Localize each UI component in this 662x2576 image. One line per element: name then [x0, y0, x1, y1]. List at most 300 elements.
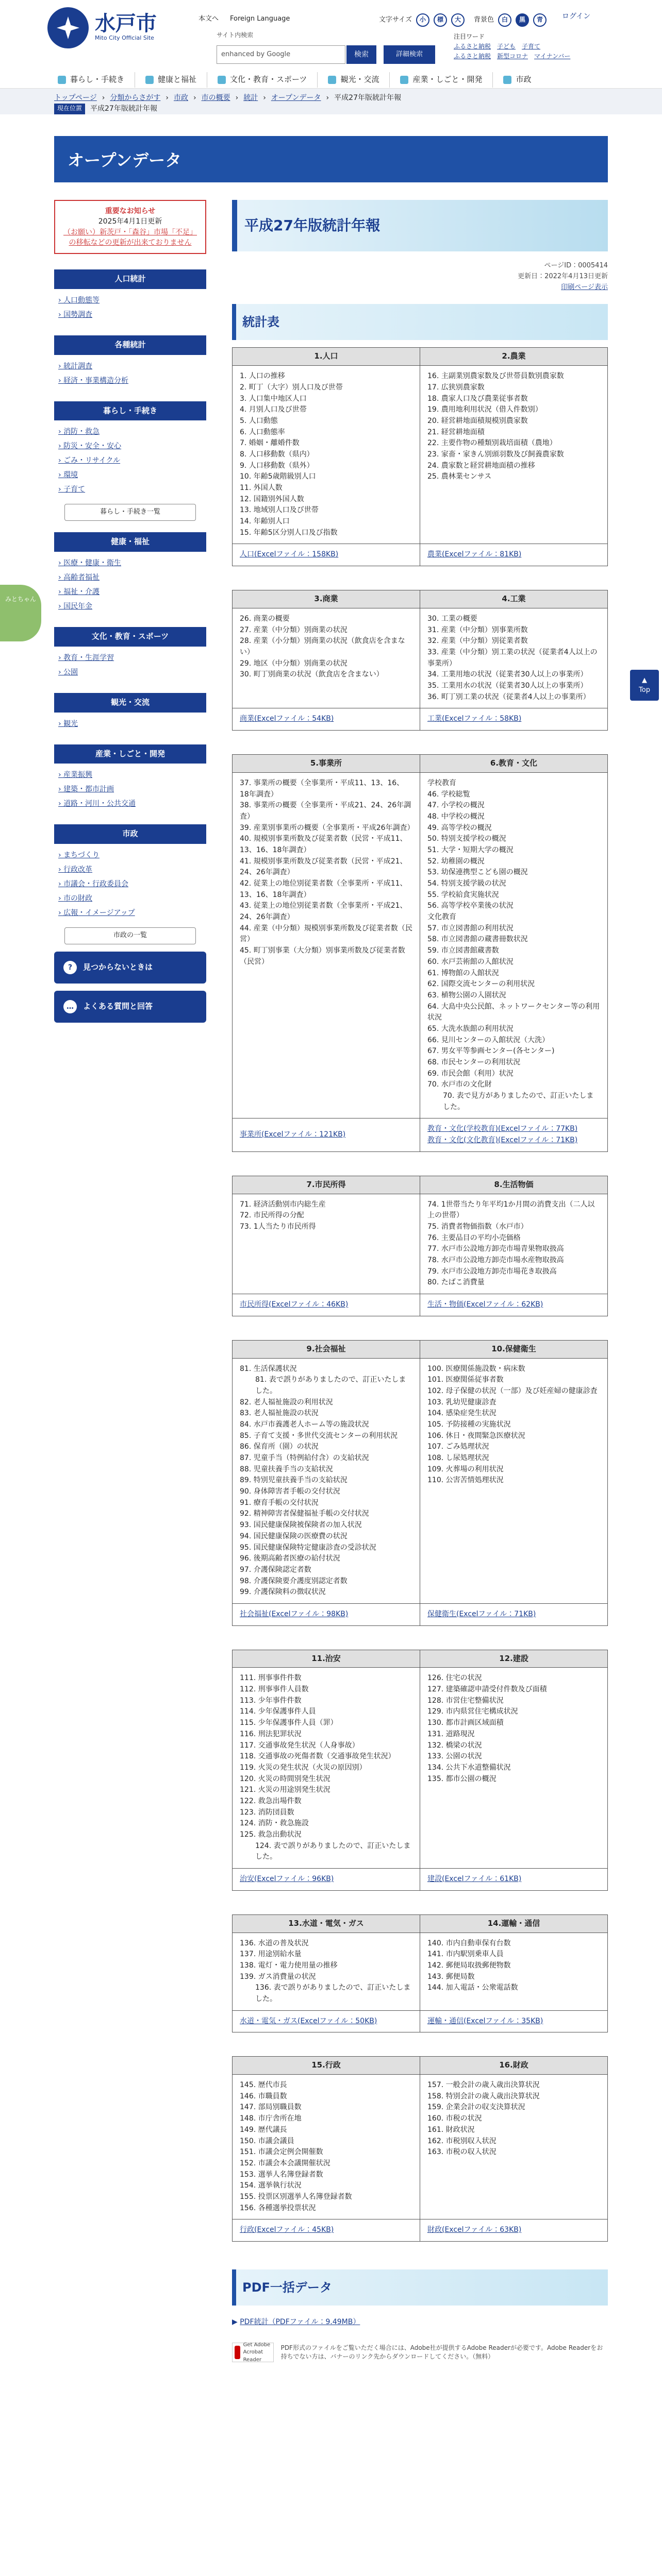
stat-item: 108. し尿処理状況: [427, 1454, 489, 1463]
stat-item: 7. 婚姻・離婚件数: [240, 439, 300, 448]
home-icon: [58, 76, 66, 84]
excel-download-link[interactable]: 水道・電気・ガス(Excelファイル：50KB): [240, 2016, 377, 2025]
pdf-section-box: [232, 2269, 608, 2306]
login-link[interactable]: ログイン: [562, 12, 591, 21]
stat-item: 81. 生活保護状況: [240, 1364, 297, 1373]
sidebar-link[interactable]: › 市の財政: [58, 891, 206, 906]
table-header: 3.商業: [233, 590, 420, 608]
not-found-button[interactable]: [54, 952, 206, 984]
breadcrumb: トップページ › 分類からさがす › 市政 › 市の概要 › 統計 › オープンデータ › 平成27年版統計年報 現在位置 平成27年版統計年報: [0, 89, 662, 114]
stat-item: 129. 市内県営住宅構成状況: [427, 1707, 518, 1716]
stat-item: 51. 大学・短期大学の概況: [427, 845, 514, 854]
breadcrumb-item[interactable]: 統計: [243, 94, 258, 102]
stat-item: 71. 経済活動別市内総生産: [240, 1200, 326, 1209]
excel-download-link[interactable]: 教育・文化(文化教育)(Excelファイル：71KB): [427, 1136, 578, 1145]
breadcrumb-item[interactable]: 市政: [173, 94, 188, 102]
notice-link[interactable]: （お願い）新茨戸・「森谷」市場「不足」の移転などの更新が出来ておりません: [63, 228, 197, 247]
sidebar-link[interactable]: › 公園: [58, 665, 206, 680]
excel-download-link[interactable]: 商業(Excelファイル：54KB): [240, 715, 334, 723]
gnav-item[interactable]: [135, 72, 207, 88]
print-link[interactable]: 印刷ページ表示: [561, 283, 608, 291]
stat-item: 17. 広狭別農家数: [427, 383, 485, 392]
excel-cell: [420, 2010, 608, 2032]
sidebar-link[interactable]: › 消防・救急: [58, 425, 206, 439]
industry-icon: [400, 76, 408, 84]
excel-download-link[interactable]: 事業所(Excelファイル：121KB): [240, 1130, 346, 1139]
excel-cell: [420, 1294, 608, 1316]
not-found-label: 見つからないときは: [83, 962, 153, 972]
stat-item: 74. 1世帯当たり年平均1か月間の消費支出（二人以上の世帯）: [427, 1200, 595, 1220]
notice-heading: 重要なお知らせ: [105, 207, 156, 215]
sidebar-group-list: [54, 289, 206, 324]
excel-download-link[interactable]: 社会福祉(Excelファイル：98KB): [240, 1609, 349, 1618]
stat-item: 24. 農家数と経営耕地面積の推移: [427, 461, 535, 470]
sidebar-link[interactable]: › 人口動態等: [58, 293, 206, 308]
excel-cell: [420, 544, 608, 566]
bg-label: 背景色: [473, 15, 494, 24]
table-row: [233, 1358, 608, 1603]
table-cell: [420, 1668, 608, 1869]
stat-list: [240, 778, 415, 968]
table-row: [233, 708, 608, 731]
table-cell: [420, 366, 608, 544]
table-row: [233, 1118, 608, 1151]
pdf-section-title: PDF一括データ: [242, 2280, 332, 2295]
table-row: [233, 2075, 608, 2219]
pdf-download-link[interactable]: ▶ PDF統計（PDFファイル：9.49MB）: [232, 2318, 360, 2327]
excel-download-link[interactable]: 生活・物価(Excelファイル：62KB): [427, 1300, 543, 1309]
excel-cell: [233, 708, 420, 731]
excel-download-link[interactable]: 教育・文化(学校教育)(Excelファイル：77KB): [427, 1125, 578, 1133]
breadcrumb-item[interactable]: オープンデータ: [271, 94, 321, 102]
stat-group-label: 学校教育: [427, 778, 456, 787]
sidebar-link[interactable]: › 道路・河川・公共交通: [58, 796, 206, 811]
stat-item: 76. 主要品目の平均小売価格: [427, 1233, 521, 1242]
table-row: [233, 544, 608, 566]
stat-item: 135. 都市公園の概況: [427, 1774, 496, 1783]
stat-table: [232, 1176, 608, 1316]
stat-item: 153. 選挙人名簿登録者数: [240, 2170, 323, 2179]
stat-list: [240, 1938, 412, 2005]
stat-item: 118. 交通事故の死傷者数（交通事故発生状況）: [240, 1752, 395, 1761]
stat-item: 11. 外国人数: [240, 484, 283, 493]
stat-item: 38. 事業所の概要（全事業所・平成21、24、26年調査）: [240, 801, 411, 821]
stat-item: 58. 市立図書館の蔵書冊数状況: [427, 935, 528, 944]
excel-download-link[interactable]: 行政(Excelファイル：45KB): [240, 2226, 334, 2234]
gnav-label: 文化・教育・スポーツ: [230, 75, 307, 84]
table-cell: [233, 366, 420, 544]
excel-cell: [233, 1294, 420, 1316]
table-header-row: [233, 348, 608, 366]
bg-white-button[interactable]: 白: [498, 13, 511, 27]
stat-item: 91. 療育手帳の交付状況: [240, 1498, 319, 1507]
stat-item: 87. 児童手当（特例給付含）の支給状況: [240, 1454, 369, 1463]
gnav-label: 市政: [516, 75, 532, 84]
stat-item: 75. 消費者物価指数（水戸市）: [427, 1222, 528, 1231]
table-cell: [420, 1933, 608, 2010]
sidebar-group-title: 市政: [54, 824, 206, 844]
table-row: [233, 1294, 608, 1316]
table-row: [233, 2219, 608, 2242]
breadcrumb-item[interactable]: トップページ: [54, 94, 97, 102]
table-row: [233, 1603, 608, 1625]
section-title: 統計表: [242, 315, 279, 330]
stat-note: 81. 表で誤りがありましたので、訂正いたしました。: [255, 1376, 406, 1395]
sidebar-groups: [54, 269, 206, 944]
city-emblem-icon: [47, 7, 89, 48]
excel-download-link[interactable]: 財政(Excelファイル：63KB): [427, 2226, 522, 2234]
gnav-item[interactable]: [492, 72, 541, 88]
stat-item: 146. 市職員数: [240, 2092, 287, 2100]
stat-item: 34. 工業用地の状況（従業者30人以上の事業所）: [427, 670, 588, 679]
sidebar: [54, 200, 206, 1023]
stat-item: 82. 老人福祉施設の利用状況: [240, 1398, 333, 1406]
table-header-row: [233, 590, 608, 608]
sidebar-link[interactable]: › まちづくり: [58, 848, 206, 862]
stat-item: 88. 児童扶養手当の支給状況: [240, 1465, 333, 1473]
table-row: [233, 1869, 608, 1891]
stat-item: 90. 身体障害者手帳の交付状況: [240, 1487, 340, 1496]
stat-item: 102. 母子保健の状況（一部）及び妊産婦の健康診査: [427, 1386, 598, 1395]
stat-item: 5. 人口動態: [240, 416, 278, 425]
table-cell: [420, 1194, 608, 1294]
sidebar-link[interactable]: › 統計調査: [58, 359, 206, 374]
stat-item: 41. 規模別事業所数及び従業者数（民営・平成21、24、26年調査）: [240, 857, 407, 877]
search-button[interactable]: 検索: [346, 45, 376, 64]
stat-item: 128. 市営住宅整備状況: [427, 1696, 504, 1705]
adobe-notice: [232, 2343, 608, 2362]
stat-item: 86. 保育所（園）の状況: [240, 1443, 319, 1451]
sidebar-link[interactable]: › 国民年金: [58, 599, 206, 614]
excel-download-link[interactable]: 人口(Excelファイル：158KB): [240, 550, 339, 559]
updated-date: 更新日：2022年4月13日更新: [518, 272, 608, 280]
current-position-badge: 現在位置: [54, 104, 85, 114]
stat-item: 127. 建築確認申請受付件数及び面積: [427, 1685, 547, 1694]
excel-cell: [420, 1118, 608, 1151]
stat-item: 126. 住宅の状況: [427, 1674, 482, 1683]
stat-item: 45. 町丁別事業（大分類）別事業所数及び従業者数（民営）: [240, 946, 405, 966]
table-cell: [233, 1668, 420, 1869]
stat-item: 97. 介護保険認定者数: [240, 1565, 311, 1574]
notice-date: 2025年4月1日更新: [98, 217, 162, 226]
stat-list: [427, 1364, 600, 1487]
excel-download-link[interactable]: 建設(Excelファイル：61KB): [427, 1875, 522, 1884]
sidebar-link[interactable]: › 観光: [58, 717, 206, 731]
sidebar-group-list: [54, 647, 206, 682]
stat-item: 78. 水戸市公設地方卸売市場水産物取扱高: [427, 1256, 564, 1265]
gnav-label: 産業・しごと・開発: [412, 75, 483, 84]
chat-icon: …: [63, 1000, 77, 1013]
sidebar-group-title: 暮らし・手続き: [54, 401, 206, 421]
stat-item: 64. 大島中央公民館、ネットワークセンター等の利用状況: [427, 1002, 600, 1022]
stat-item: 142. 郵便局取扱郵便物数: [427, 1961, 511, 1970]
stat-item: 60. 水戸芸術館の入館状況: [427, 957, 514, 966]
stat-item: 66. 見川センターの入館状況（大洗）: [427, 1036, 550, 1044]
display-controls: [379, 13, 547, 27]
stat-item: 16. 主副業別農家数及び世帯員数別農家数: [427, 372, 564, 381]
table-header: 5.事業所: [233, 755, 420, 773]
stat-item: 14. 年齢別人口: [240, 517, 290, 526]
stat-item: 138. 電灯・電力使用量の推移: [240, 1961, 338, 1970]
search-label: サイト内検索: [217, 31, 254, 39]
font-standard-button[interactable]: 標: [434, 13, 447, 27]
faq-button[interactable]: [54, 991, 206, 1023]
mascot-banner[interactable]: みとちゃん: [0, 585, 41, 641]
excel-download-link[interactable]: 工業(Excelファイル：58KB): [427, 715, 522, 723]
table-cell: [233, 2075, 420, 2219]
stat-item: 33. 産業（中分類）別工業の状況（従業者4人以上の事業所）: [427, 648, 598, 668]
font-size-label: 文字サイズ: [379, 15, 412, 24]
table-cell: [233, 772, 420, 1118]
stat-item: 152. 市議会本会議開催状況: [240, 2159, 330, 2167]
stat-item: 120. 火災の時間別発生状況: [240, 1774, 330, 1783]
stat-tables: [232, 347, 608, 2242]
sidebar-link[interactable]: › 広報・イメージアップ: [58, 906, 206, 920]
stat-item: 105. 予防接種の実施状況: [427, 1420, 511, 1429]
stat-item: 43. 従業上の地位別従業者数（全事業所・平成21、24、26年調査）: [240, 902, 407, 922]
stat-item: 31. 産業（中分類）別事業所数: [427, 625, 528, 634]
page-id: ページID：0005414: [544, 262, 608, 269]
category-band: オープンデータ: [54, 136, 608, 182]
stat-item: 144. 加入電話・公衆電話数: [427, 1984, 518, 1992]
excel-cell: [233, 1869, 420, 1891]
stat-note: 136. 表で誤りがありましたので、訂正いたしました。: [255, 1984, 411, 2003]
stat-item: 70. 水戸市の文化財: [427, 1080, 492, 1089]
table-header-row: [233, 1340, 608, 1358]
sidebar-link[interactable]: › 環境: [58, 468, 206, 482]
table-cell: [233, 608, 420, 708]
table-header-row: [233, 755, 608, 773]
stat-item: 1. 人口の推移: [240, 372, 285, 381]
stat-item: 32. 産業（中分類）別従業者数: [427, 637, 528, 646]
stat-item: 61. 博物館の入館状況: [427, 969, 499, 977]
stat-item: 124. 消防・救急施設: [240, 1819, 309, 1828]
breadcrumb-item[interactable]: 市の概要: [201, 94, 230, 102]
sidebar-link[interactable]: › 医療・健康・衛生: [58, 556, 206, 570]
bg-blue-button[interactable]: 青: [533, 13, 547, 27]
stat-item: 161. 財政状況: [427, 2125, 475, 2134]
back-to-top-button[interactable]: ▲ Top: [630, 670, 659, 701]
pdf-download-label[interactable]: PDF統計（PDFファイル：9.49MB）: [240, 2318, 360, 2327]
stat-item: 15. 年齢5区分別人口及び指数: [240, 528, 338, 537]
stat-item: 4. 月別人口及び世帯: [240, 405, 307, 414]
excel-download-link[interactable]: 農業(Excelファイル：81KB): [427, 550, 522, 559]
table-header: 9.社会福祉: [233, 1340, 420, 1358]
gnav-label: 健康と福祉: [158, 75, 197, 84]
stat-item: 10. 年齢5歳階級別人口: [240, 472, 316, 481]
stat-item: 6. 人口動態率: [240, 428, 285, 436]
logo-title: 水戸市: [95, 12, 157, 36]
sidebar-link[interactable]: › 経済・事業構造分析: [58, 374, 206, 388]
stat-item: 56. 高等学校卒業後の状況: [427, 902, 514, 910]
attention-word[interactable]: マイナンバー: [534, 53, 571, 60]
font-small-button[interactable]: 小: [416, 13, 429, 27]
stat-item: 37. 事業所の概要（全事業所・平成11、13、16、18年調査）: [240, 778, 404, 799]
stat-item: 130. 都市計画区域面積: [427, 1719, 504, 1727]
stat-item: 48. 中学校の概況: [427, 812, 485, 821]
culture-icon: [218, 76, 226, 84]
page-meta: [232, 261, 608, 293]
sidebar-group-list: [54, 552, 206, 616]
excel-cell: [233, 1603, 420, 1625]
adobe-banner[interactable]: [232, 2343, 274, 2362]
excel-download-link[interactable]: 治安(Excelファイル：96KB): [240, 1875, 334, 1884]
sidebar-group-title: 観光・交流: [54, 693, 206, 713]
skip-link[interactable]: 本文へ: [198, 15, 219, 23]
stat-item: 85. 子育て支援・多世代交流センターの利用状況: [240, 1431, 398, 1440]
font-large-button[interactable]: 大: [451, 13, 465, 27]
stat-table: [232, 1914, 608, 2033]
stat-item: 73. 1人当たり市民所得: [240, 1222, 316, 1231]
stat-item: 9. 人口移動数（県外）: [240, 461, 314, 470]
stat-item: 113. 少年事件件数: [240, 1696, 302, 1705]
sidebar-more-button[interactable]: 暮らし・手続き一覧: [64, 504, 196, 521]
stat-item: 143. 郵便局数: [427, 1972, 475, 1981]
sidebar-more-button[interactable]: 市政の一覧: [64, 927, 196, 944]
stat-item: 123. 消防団員数: [240, 1808, 294, 1817]
table-header: 15.行政: [233, 2057, 420, 2075]
breadcrumb-item[interactable]: 分類からさがす: [110, 94, 161, 102]
excel-cell: [420, 708, 608, 731]
stat-list: [240, 1199, 412, 1233]
table-header: 8.生活物価: [420, 1176, 608, 1194]
stat-item: 148. 市庁舎所在地: [240, 2114, 302, 2123]
stat-note: 70. 表で見方がありましたので、訂正いたしました。: [443, 1092, 594, 1111]
stat-item: 30. 町丁別商業の状況（飲食店を含まない）: [240, 670, 384, 679]
attention-word[interactable]: ふるさと納税: [454, 53, 491, 60]
table-cell: [420, 2075, 608, 2219]
stat-item: 67. 男女平等参画センター(各センター): [427, 1047, 555, 1056]
attention-word[interactable]: 子育て: [522, 43, 541, 50]
stat-item: 116. 刑法犯罪状況: [240, 1730, 302, 1738]
stat-item: 106. 休日・夜間緊急医療状況: [427, 1431, 525, 1440]
stat-list: [240, 1673, 412, 1863]
excel-cell: [233, 2010, 420, 2032]
sidebar-link[interactable]: › 福祉・介護: [58, 585, 206, 599]
sidebar-link[interactable]: › 市議会・行政委員会: [58, 877, 206, 891]
bg-black-button[interactable]: 黒: [516, 13, 529, 27]
foreign-language-link[interactable]: Foreign Language: [230, 15, 290, 23]
stat-item: 8. 人口移動数（県内）: [240, 450, 314, 459]
gnav-label: 観光・交流: [340, 75, 379, 84]
stat-group-label: 文化教育: [427, 913, 456, 922]
stat-item: 98. 介護保険要介護度別認定者数: [240, 1577, 347, 1585]
sidebar-link[interactable]: › 建築・都市計画: [58, 782, 206, 796]
table-header: 16.財政: [420, 2057, 608, 2075]
table-cell: [420, 1358, 608, 1603]
sidebar-group-list: [54, 713, 206, 733]
excel-cell: [420, 2219, 608, 2242]
table-header: 10.保健衛生: [420, 1340, 608, 1358]
stat-item: 99. 介護保険料の徴収状況: [240, 1588, 326, 1597]
stat-list: [427, 1199, 600, 1289]
stat-item: 109. 火葬場の利用状況: [427, 1465, 504, 1473]
search-input[interactable]: enhanced by Google: [217, 45, 345, 64]
stat-item: 27. 産業（中分類）別商業の状況: [240, 625, 347, 634]
stat-item: 44. 産業（中分類）規模別事業所数及び従業者数（民営）: [240, 924, 412, 944]
sidebar-group-title: 文化・教育・スポーツ: [54, 627, 206, 647]
stat-item: 3. 人口集中地区人口: [240, 394, 307, 403]
sidebar-link[interactable]: › 行政改革: [58, 862, 206, 877]
sidebar-link[interactable]: › ごみ・リサイクル: [58, 453, 206, 468]
stat-note: 124. 表で誤りがありましたので、訂正いたしました。: [255, 1841, 411, 1861]
stat-item: 77. 水戸市公設地方卸売市場青果物取扱高: [427, 1245, 564, 1253]
sidebar-link[interactable]: › 高齢者福祉: [58, 570, 206, 585]
stat-item: 69. 市民会館（利用）状況: [427, 1069, 514, 1078]
stat-item: 13. 地域別人口及び世帯: [240, 506, 319, 515]
stat-item: 18. 農家人口及び農業従事者数: [427, 394, 528, 403]
stat-item: 150. 市議会議員: [240, 2137, 294, 2145]
gnav-item[interactable]: [207, 72, 317, 88]
attention-word[interactable]: 子ども: [497, 43, 516, 50]
stat-table: [232, 347, 608, 566]
table-row: [233, 1194, 608, 1294]
sidebar-link[interactable]: › 子育て: [58, 482, 206, 497]
table-cell: [420, 772, 608, 1118]
table-cell: [233, 1358, 420, 1603]
stat-item: 163. 市税の収入状況: [427, 2148, 496, 2157]
stat-item: 110. 公害苦情処理状況: [427, 1476, 504, 1485]
detail-search-button[interactable]: 詳細検索: [384, 45, 435, 64]
gnav-item[interactable]: [389, 72, 492, 88]
table-header-row: [233, 1914, 608, 1933]
table-header-row: [233, 1176, 608, 1194]
sidebar-link[interactable]: › 国勢調査: [58, 308, 206, 322]
stat-item: 160. 市税の状況: [427, 2114, 482, 2123]
excel-download-link[interactable]: 市民所得(Excelファイル：46KB): [240, 1300, 349, 1309]
stat-item: 2. 町丁（大字）別人口及び世帯: [240, 383, 343, 392]
health-icon: [145, 76, 154, 84]
sidebar-group-title: 人口統計: [54, 269, 206, 289]
stat-item: 49. 高等学校の概況: [427, 823, 492, 832]
sidebar-link[interactable]: › 産業振興: [58, 768, 206, 782]
adobe-text: PDF形式のファイルをご覧いただく場合には、Adobe社が提供するAdobe Readerが必要です。Adobe Readerをお持ちでない方は、バナーのリンク先からダウンロードしてください。（無料）: [280, 2344, 603, 2361]
attention-word[interactable]: 新型コロナ: [497, 53, 528, 60]
sidebar-group-title: 産業・しごと・開発: [54, 744, 206, 764]
stat-item: 20. 経営耕地面積規模別農家数: [427, 416, 528, 425]
sidebar-link[interactable]: › 防災・安全・安心: [58, 439, 206, 453]
stat-item: 104. 感染症発生状況: [427, 1409, 496, 1418]
table-header: 13.水道・電気・ガス: [233, 1914, 420, 1933]
stat-item: 84. 水戸市養護老人ホーム等の施設状況: [240, 1420, 369, 1429]
excel-download-link[interactable]: 運輸・通信(Excelファイル：35KB): [427, 2016, 543, 2025]
tourism-icon: [328, 76, 336, 84]
attention-word[interactable]: ふるさと納税: [454, 43, 491, 50]
stat-item: 46. 学校総覧: [427, 790, 470, 799]
table-row: [233, 2010, 608, 2032]
stat-item: 89. 特別児童扶養手当の支給状況: [240, 1476, 347, 1485]
search-icon: ?: [63, 961, 77, 974]
stat-item: 95. 国民健康保険特定健康診査の受診状況: [240, 1543, 376, 1552]
sidebar-group-list: [54, 764, 206, 813]
stat-item: 151. 市議会定例会開催数: [240, 2148, 323, 2157]
top-label: Top: [639, 686, 650, 694]
excel-download-link[interactable]: 保健衛生(Excelファイル：71KB): [427, 1609, 536, 1618]
stat-item: 53. 幼保連携型こども園の概況: [427, 868, 528, 877]
gnav-item[interactable]: [317, 72, 389, 88]
site-logo[interactable]: [47, 7, 157, 48]
stat-item: 54. 特別支援学級の状況: [427, 879, 506, 888]
stat-item: 119. 火災の発生状況（火災の原因別）: [240, 1763, 367, 1772]
table-header: 11.治安: [233, 1650, 420, 1668]
table-header-row: [233, 1650, 608, 1668]
table-row: [233, 1668, 608, 1869]
page-title-box: [232, 200, 608, 251]
table-row: [233, 366, 608, 544]
sidebar-link[interactable]: › 教育・生涯学習: [58, 651, 206, 665]
stat-table: [232, 754, 608, 1152]
gnav-item[interactable]: [47, 72, 135, 88]
